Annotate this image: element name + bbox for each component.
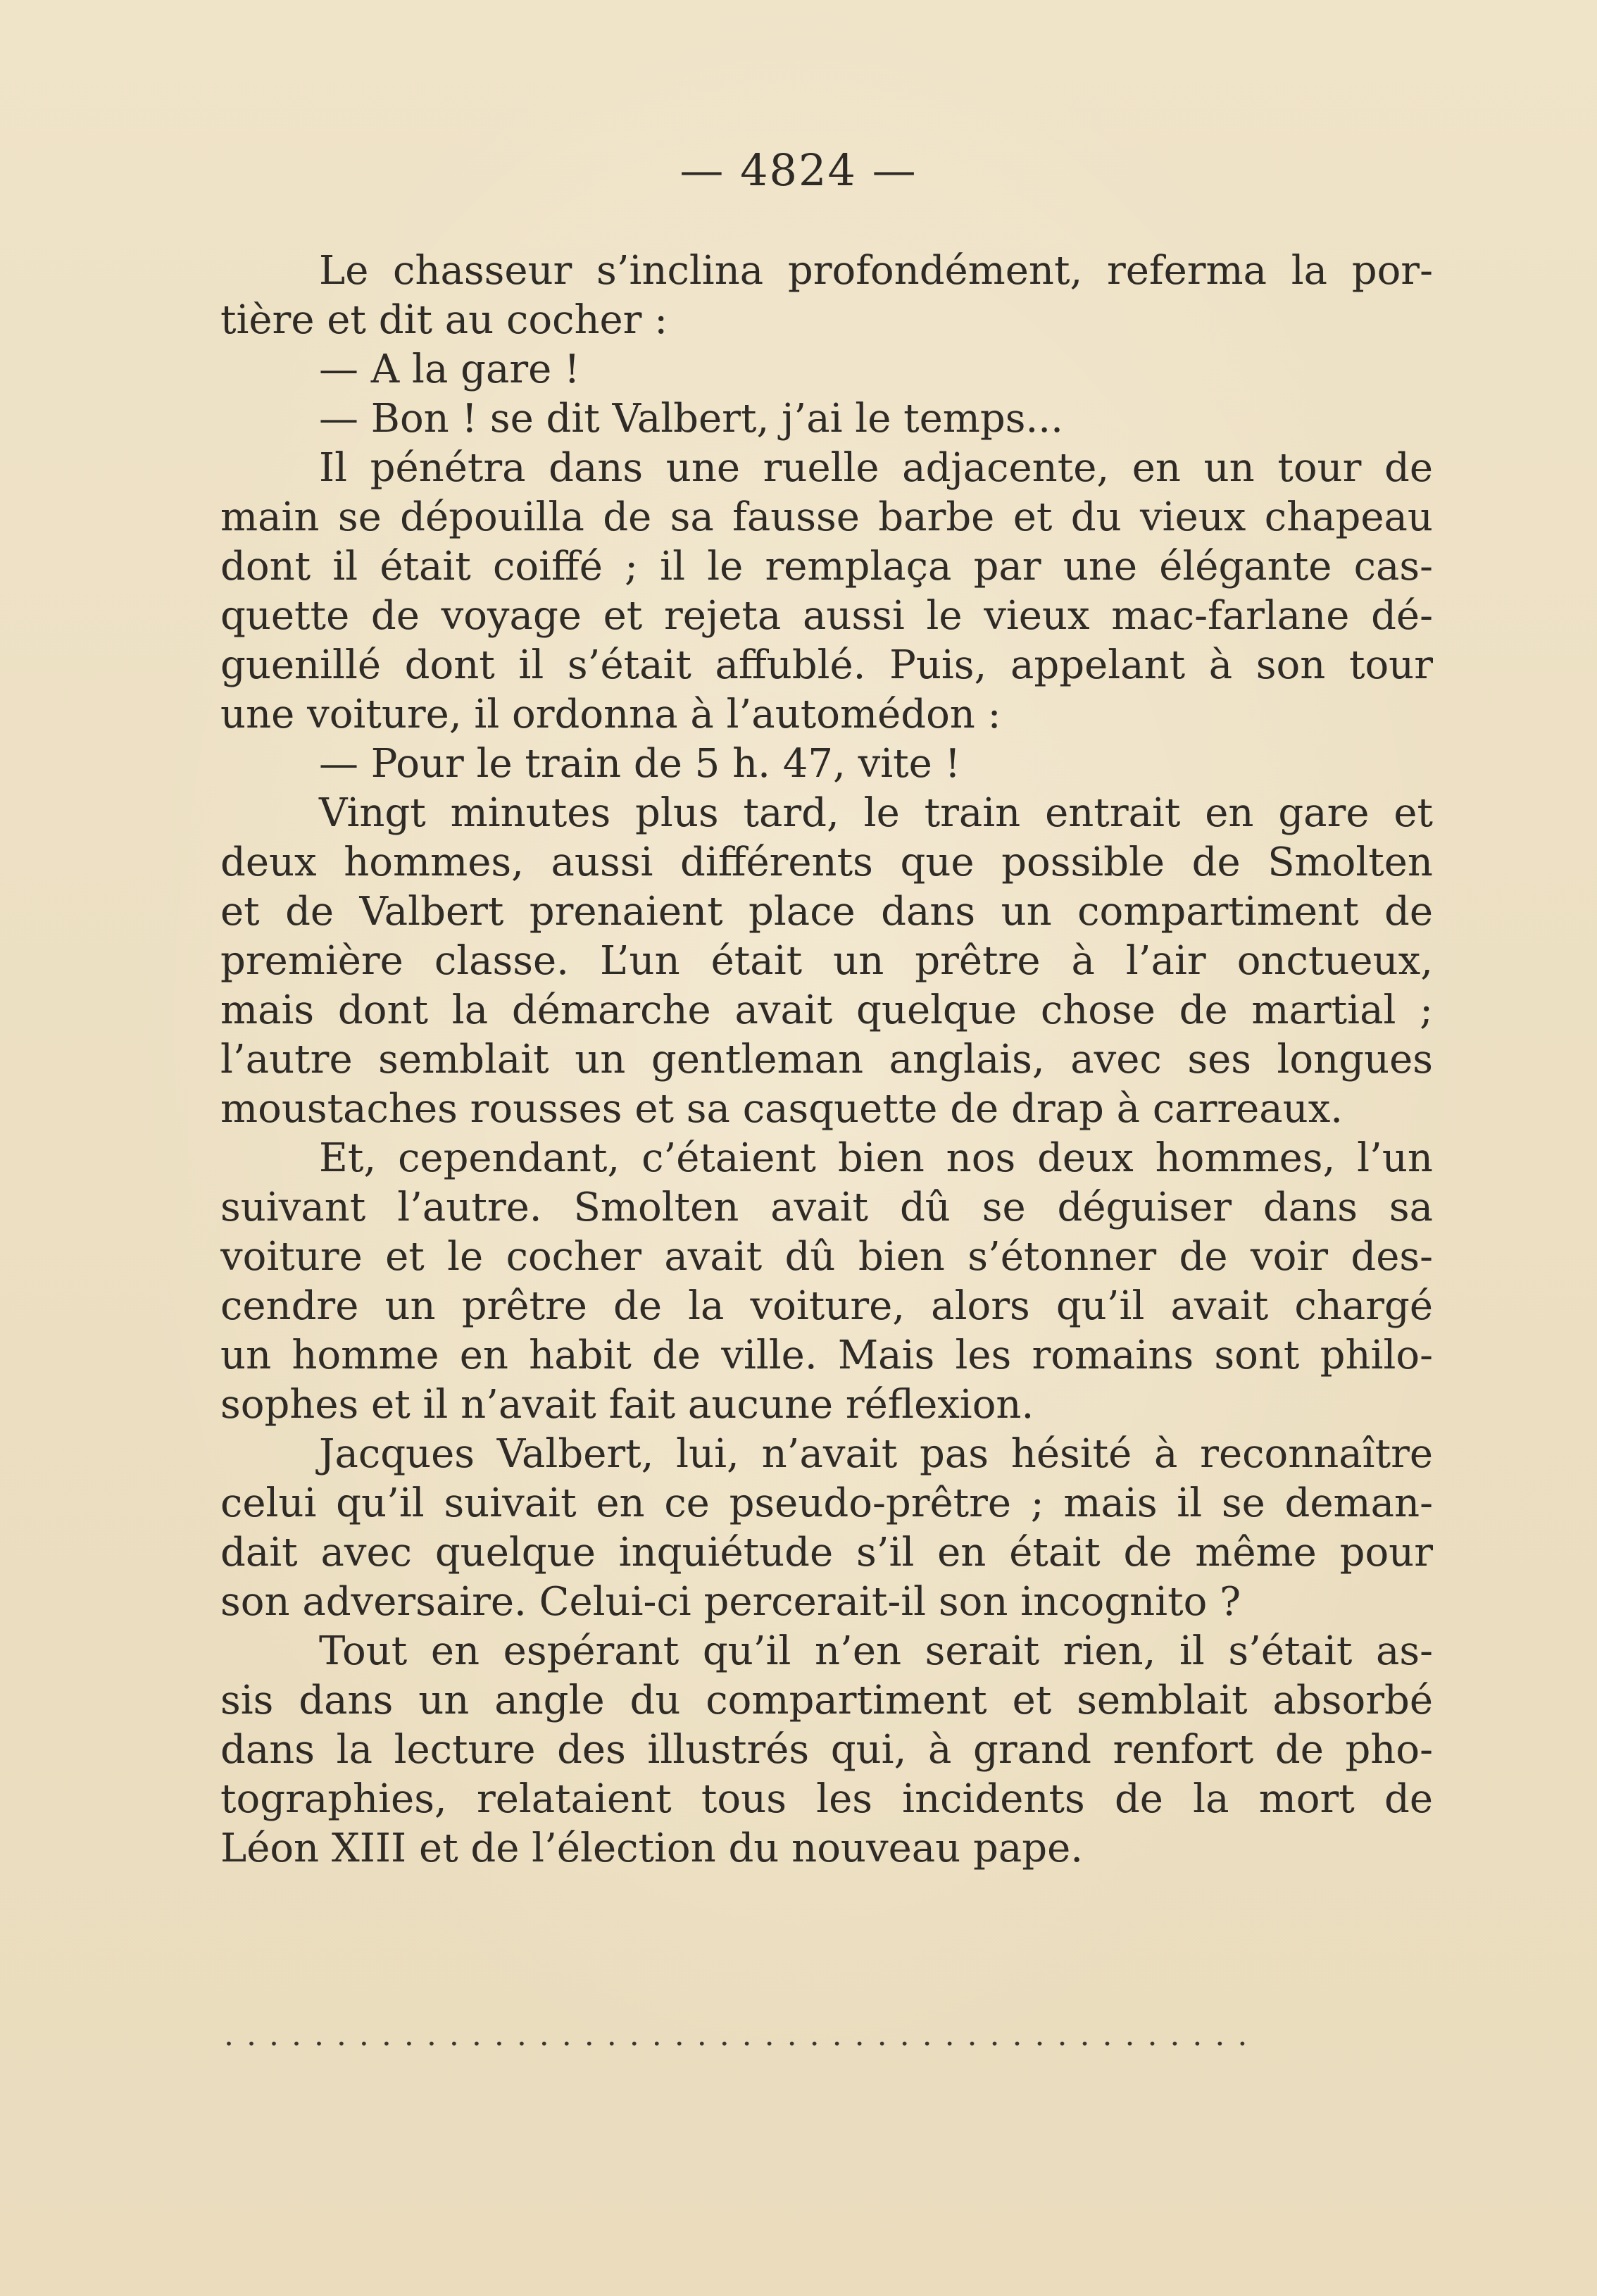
text-line: Et, cependant, c’étaient bien nos deux hommes, l’un [319, 1135, 1433, 1181]
text-line: un homme en habit de ville. Mais les romains sont philo- [220, 1333, 1433, 1378]
text-line: Vingt minutes plus tard, le train entrait en gare et [319, 790, 1433, 836]
text-line: voiture et le cocher avait dû bien s’étonner de voir des- [220, 1234, 1433, 1280]
text-line: sis dans un angle du compartiment et semblait absorbé [220, 1678, 1433, 1723]
text-line: son adversaire. Celui-ci percerait-il son incognito ? [220, 1579, 1241, 1625]
text-line: main se dépouilla de sa fausse barbe et du vieux chapeau [220, 494, 1433, 540]
text-line: mais dont la démarche avait quelque chose de martial ; [220, 987, 1433, 1033]
text-line: Tout en espérant qu’il n’en serait rien, il s’était as- [319, 1628, 1433, 1674]
text-line: Léon XIII et de l’élection du nouveau pape. [220, 1826, 1084, 1871]
text-line: Le chasseur s’inclina profondément, referma la por- [319, 248, 1433, 294]
text-line: dont il était coiffé ; il le remplaça par une élégante cas- [220, 544, 1433, 589]
text-line: Jacques Valbert, lui, n’avait pas hésité à reconnaître [319, 1431, 1433, 1477]
text-line: suivant l’autre. Smolten avait dû se déguiser dans sa [220, 1185, 1433, 1230]
text-line: — A la gare ! [319, 347, 580, 392]
text-line: deux hommes, aussi différents que possible de Smolten [220, 840, 1433, 885]
text-line: tographies, relataient tous les incidents de la mort de [220, 1776, 1433, 1822]
text-line: cendre un prêtre de la voiture, alors qu’il avait chargé [220, 1283, 1433, 1329]
text-line: celui qu’il suivait en ce pseudo-prêtre ; mais il se deman- [220, 1480, 1433, 1526]
text-line: première classe. L’un était un prêtre à l’air onctueux, [220, 938, 1433, 984]
text-line: sophes et il n’avait fait aucune réflexion. [220, 1382, 1034, 1428]
text-line: une voiture, il ordonna à l’automédon : [220, 692, 1001, 737]
text-line: quette de voyage et rejeta aussi le vieux mac-farlane dé- [220, 593, 1433, 639]
text-line: tière et dit au cocher : [220, 297, 668, 343]
text-line: l’autre semblait un gentleman anglais, avec ses longues [220, 1037, 1433, 1083]
text-line: moustaches rousses et sa casquette de drap à carreaux. [220, 1086, 1344, 1132]
text-line: dait avec quelque inquiétude s’il en était de même pour [220, 1530, 1433, 1576]
page-number: — 4824 — [679, 144, 918, 196]
text-line: — Bon ! se dit Valbert, j’ai le temps... [319, 396, 1063, 442]
text-line: dans la lecture des illustrés qui, à grand renfort de pho- [220, 1727, 1433, 1773]
body-text [220, 247, 1433, 1873]
text-line: guenillé dont il s’était affublé. Puis, appelant à son tour [220, 642, 1433, 688]
text-line: Il pénétra dans une ruelle adjacente, en un tour de [319, 445, 1433, 491]
text-line: — Pour le train de 5 h. 47, vite ! [319, 741, 961, 787]
section-separator: .............................................. [224, 2021, 1260, 2049]
text-line: et de Valbert prenaient place dans un compartiment de [220, 889, 1433, 935]
